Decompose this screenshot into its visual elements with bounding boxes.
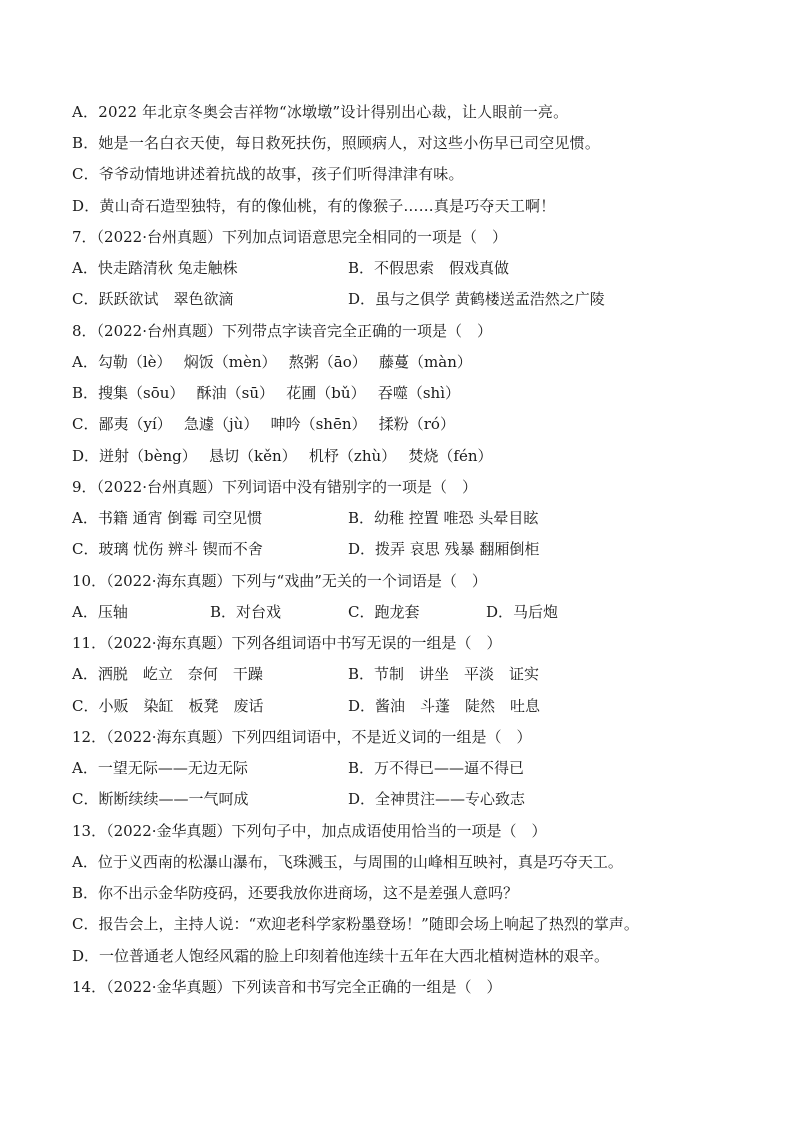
q8-stem: 8．（2022·台州真题）下列带点字读音完全正确的一项是（ ） bbox=[72, 322, 492, 340]
q10-stem: 10．（2022·海东真题）下列与“戏曲”无关的一个词语是（ ） bbox=[72, 572, 487, 590]
q14-stem: 14．（2022·金华真题）下列读音和书写完全正确的一组是（ ） bbox=[72, 978, 502, 996]
q8-option-d: D．迸射（bèng） 恳切（kěn） 机杼（zhù） 焚烧（fén） bbox=[72, 447, 493, 465]
q9-option-a: A．书籍 通宵 倒霉 司空见惯 bbox=[72, 509, 263, 527]
q12-option-d: D．全神贯注——专心致志 bbox=[348, 790, 526, 808]
q9-option-c: C．玻璃 忧伤 辨斗 锲而不舍 bbox=[72, 540, 263, 558]
q6-option-a: A．2022 年北京冬奥会吉祥物“冰墩墩”设计得别出心裁，让人眼前一亮。 bbox=[72, 103, 569, 121]
q13-option-c: C．报告会上，主持人说：“欢迎老科学家粉墨登场！”随即会场上响起了热烈的掌声。 bbox=[72, 915, 639, 933]
q6-option-b: B．她是一名白衣天使，每日救死扶伤，照顾病人，对这些小伤早已司空见惯。 bbox=[72, 134, 601, 152]
q10-option-a: A．压轴 bbox=[72, 603, 128, 621]
q13-option-b: B．你不出示金华防疫码，还要我放你进商场，这不是差强人意吗？ bbox=[72, 884, 519, 902]
q8-option-b: B．搜集（sōu） 酥油（sū） 花圃（bǔ） 吞噬（shì） bbox=[72, 384, 460, 402]
q6-option-c: C．爷爷动情地讲述着抗战的故事，孩子们听得津津有味。 bbox=[72, 165, 464, 183]
q13-option-a: A．位于义西南的松瀑山瀑布，飞珠溅玉，与周围的山峰相互映衬，真是巧夺天工。 bbox=[72, 853, 623, 871]
q13-option-d: D．一位普通老人饱经风霜的脸上印刻着他连续十五年在大西北植树造林的艰辛。 bbox=[72, 947, 610, 965]
q8-option-a: A．勾勒（lè） 焖饭（mèn） 熬粥（āo） 藤蔓（màn） bbox=[72, 353, 472, 371]
q7-option-a: A．快走踏清秋 兔走触株 bbox=[72, 259, 238, 277]
q12-option-b: B．万不得已——逼不得已 bbox=[348, 759, 525, 777]
q7-stem: 7．（2022·台州真题）下列加点词语意思完全相同的一项是（ ） bbox=[72, 228, 507, 246]
q10-option-d: D．马后炮 bbox=[486, 603, 559, 621]
q11-option-a: A．洒脱 屹立 奈何 干躁 bbox=[72, 665, 263, 683]
q7-option-b: B．不假思索 假戏真做 bbox=[348, 259, 510, 277]
q10-option-b: B．对台戏 bbox=[210, 603, 282, 621]
q12-option-c: C．断断续续——一气呵成 bbox=[72, 790, 249, 808]
q11-stem: 11．（2022·海东真题）下列各组词语中书写无误的一组是（ ） bbox=[72, 634, 502, 652]
q6-option-d: D．黄山奇石造型独特，有的像仙桃，有的像猴子……真是巧夺天工啊！ bbox=[72, 197, 556, 215]
q9-option-d: D．拨弄 哀思 残暴 翻厢倒柜 bbox=[348, 540, 540, 558]
q13-stem: 13．（2022·金华真题）下列句子中，加点成语使用恰当的一项是（ ） bbox=[72, 822, 547, 840]
q11-option-b: B．节制 讲坐 平淡 证实 bbox=[348, 665, 540, 683]
q12-stem: 12．（2022·海东真题）下列四组词语中，不是近义词的一组是（ ） bbox=[72, 728, 532, 746]
q12-option-a: A．一望无际——无边无际 bbox=[72, 759, 248, 777]
q9-stem: 9．（2022·台州真题）下列词语中没有错别字的一项是（ ） bbox=[72, 478, 477, 496]
q7-option-d: D．虽与之俱学 黄鹤楼送孟浩然之广陵 bbox=[348, 290, 605, 308]
q11-option-c: C．小贩 染缸 板凳 废话 bbox=[72, 697, 264, 715]
q7-option-c: C．跃跃欲试 翠色欲滴 bbox=[72, 290, 234, 308]
q9-option-b: B．幼稚 控置 唯恐 头晕目眩 bbox=[348, 509, 539, 527]
q11-option-d: D．酱油 斗蓬 陡然 吐息 bbox=[348, 697, 541, 715]
q10-option-c: C．跑龙套 bbox=[348, 603, 420, 621]
q8-option-c: C．鄙夷（yí） 急遽（jù） 呻吟（shēn） 揉粉（ró） bbox=[72, 415, 455, 433]
